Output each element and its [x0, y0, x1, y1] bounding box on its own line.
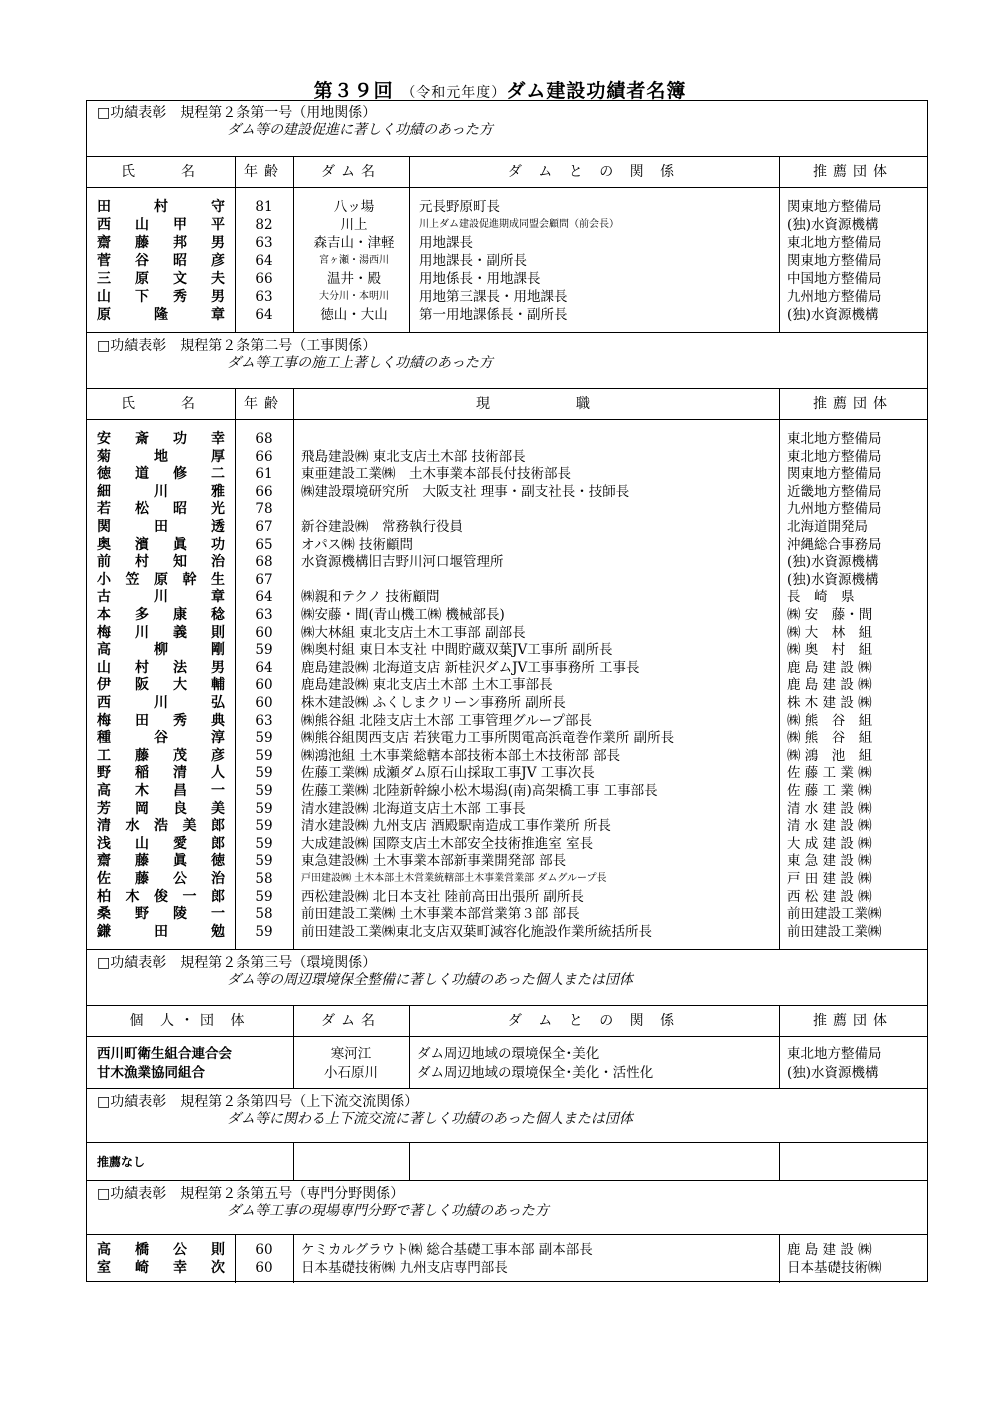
person-name: 奥 濱 眞 功: [97, 536, 225, 553]
current-position: ㈱建設環境研究所 大阪支社 理事・副支社長・技師長: [301, 483, 630, 500]
recommender: ㈱ 大 林 組: [787, 624, 873, 641]
person-name: 古 川 章: [97, 589, 225, 606]
recommender: 長 崎 県: [787, 589, 855, 606]
person-name: 細 川 雅: [97, 483, 225, 500]
person-name: 梅 川 義 則: [97, 624, 225, 641]
age: 59: [255, 853, 273, 870]
relation: 用地第三課長・用地課長: [419, 289, 568, 305]
table-row: [87, 1259, 927, 1277]
age: 59: [255, 835, 273, 852]
column-header: 氏 名: [121, 164, 201, 180]
person-name: 山 村 法 男: [97, 659, 225, 676]
current-position: 戸田建設㈱ 土木本部土木営業統轄部土木事業営業部 ダムグループ長: [301, 873, 607, 884]
table-row: [87, 659, 927, 677]
person-name: 西 山 甲 平: [97, 217, 225, 233]
current-position: 大成建設㈱ 国際支店土木部安全技術推進室 室長: [301, 835, 594, 852]
recommender: 鹿 島 建 設 ㈱: [787, 659, 872, 676]
age: 67: [255, 571, 273, 588]
column-header: 氏 名: [121, 396, 201, 412]
table-row: [87, 712, 927, 730]
table-row: [87, 483, 927, 501]
current-position: 水資源機構旧吉野川河口堰管理所: [301, 554, 504, 571]
age: 60: [255, 695, 273, 711]
current-position: オパス㈱ 技術顧問: [301, 536, 414, 553]
current-position: 株木建設㈱ ふくしまクリーン事務所 副所長: [301, 695, 566, 711]
table-row: [87, 536, 927, 554]
current-position: ㈱親和テクノ 技術顧問: [301, 589, 440, 606]
recommender: 九州地方整備局: [787, 501, 882, 518]
table-row: [87, 198, 927, 216]
dam-name: 徳山・大山: [320, 307, 388, 323]
table-row: [87, 817, 927, 835]
age: 59: [255, 888, 273, 905]
table-row: [87, 606, 927, 624]
age: 59: [255, 747, 273, 764]
roster-frame: [86, 100, 928, 1282]
recommender: 関東地方整備局: [787, 253, 882, 269]
table-row: [87, 870, 927, 888]
table-row: [87, 624, 927, 642]
current-position: [301, 500, 779, 518]
person-name: 佐 藤 公 治: [97, 871, 225, 887]
table-row: [87, 571, 927, 589]
person-name: 高 橋 公 則: [97, 1242, 225, 1258]
person-name: 高 木 昌 一: [97, 783, 225, 799]
table-row: [87, 888, 927, 906]
person-name: 桑 野 陵 一: [97, 906, 225, 923]
section5-header: □功績表彰 規程第２条第五号（専門分野関係） ダム等工事の現場専門分野で著しく功績のあった方: [97, 1186, 549, 1219]
age: 65: [255, 536, 273, 553]
section5-rows: [87, 1241, 927, 1281]
table-row: [87, 500, 927, 518]
recommender: 鹿 島 建 設 ㈱: [787, 677, 872, 694]
table-row: [87, 782, 927, 800]
current-position: ㈱安藤・間(青山機工㈱ 機械部長): [301, 607, 505, 623]
recommender: (独)水資源機構: [787, 571, 879, 588]
column-header: 年齢: [244, 164, 284, 180]
age: 59: [255, 800, 273, 817]
table-row: [87, 1064, 927, 1082]
current-position: [301, 571, 779, 589]
current-position: 東亜建設工業㈱ 土木事業本部長付技術部長: [301, 466, 571, 483]
person-name: 原 隆 章: [97, 307, 225, 323]
age: 81: [255, 199, 273, 215]
recommender: 日本基礎技術㈱: [787, 1260, 882, 1276]
dam-name: 大分川・本明川: [319, 291, 389, 302]
table-row: [87, 694, 927, 712]
person-name: 梅 田 秀 典: [97, 712, 225, 729]
dam-name: 森吉山・津軽: [313, 235, 395, 251]
recommender: 東北地方整備局: [787, 235, 882, 251]
age: 59: [255, 783, 273, 799]
table-row: [87, 764, 927, 782]
section-divider: [87, 1142, 927, 1143]
table-row: [87, 216, 927, 234]
table-row: [87, 729, 927, 747]
recommender: 佐 藤 工 業 ㈱: [787, 783, 872, 799]
person-name: 西 川 弘: [97, 695, 225, 711]
section1-column-header: [87, 156, 927, 188]
dam-name: 宮ヶ瀬・湯西川: [319, 255, 389, 266]
current-position: [301, 430, 779, 448]
column-header: ダ ム と の 関 係: [507, 164, 681, 180]
person-name: 前 村 知 治: [97, 554, 225, 571]
recommender: 中国地方整備局: [787, 271, 882, 287]
person-name: 田 村 守: [97, 199, 225, 215]
recommender: 戸 田 建 設 ㈱: [787, 871, 872, 887]
table-row: [87, 835, 927, 853]
section2-column-header: [87, 388, 927, 420]
age: 63: [255, 607, 273, 623]
age: 64: [255, 253, 273, 269]
age: 66: [255, 448, 273, 465]
section-divider: [87, 1234, 927, 1235]
person-name: 齋 藤 眞 徳: [97, 853, 225, 870]
recommender: (独)水資源機構: [787, 217, 879, 233]
person-name: 鎌 田 勉: [97, 923, 225, 940]
relation: 用地課長・副所長: [419, 253, 527, 269]
current-position: ㈱大林組 東北支店土木工事部 副部長: [301, 624, 526, 641]
current-position: 前田建設工業㈱ 土木事業本部営業第３部 部長: [301, 906, 580, 923]
current-position: ㈱熊谷組 北陸支店土木部 工事管理グループ部長: [301, 712, 593, 729]
table-row: [87, 747, 927, 765]
age: 64: [255, 589, 273, 606]
section2-header: □功績表彰 規程第２条第二号（工事関係） ダム等工事の施工上著しく功績のあった方: [97, 338, 493, 371]
person-name: 菊 地 厚: [97, 448, 225, 465]
current-position: 佐藤工業㈱ 北陸新幹線小松木場潟(南)高架橋工事 工事部長: [301, 783, 658, 799]
age: 60: [255, 624, 273, 641]
recommender: 関東地方整備局: [787, 199, 882, 215]
dam-name: 川上: [340, 217, 368, 233]
age: 58: [255, 906, 273, 923]
section3-rows: [87, 1045, 927, 1085]
current-position: ㈱鴻池組 土木事業総轄本部技術本部土木技術部 部長: [301, 747, 621, 764]
person-name: 工 藤 茂 彦: [97, 747, 225, 764]
recommender: ㈱ 安 藤・間: [787, 607, 873, 623]
age: 63: [255, 235, 273, 251]
person-name: 菅 谷 昭 彦: [97, 253, 225, 269]
relation: 川上ダム建設促進期成同盟会顧問（前会長）: [419, 219, 619, 230]
table-row: [87, 1045, 927, 1063]
age: 67: [255, 519, 273, 535]
age: 64: [255, 307, 273, 323]
table-row: [87, 1241, 927, 1259]
person-name: 伊 阪 大 輔: [97, 677, 225, 694]
column-header: ダム名: [321, 1013, 381, 1029]
column-header: 推薦団体: [813, 1013, 893, 1029]
recommender: 大 成 建 設 ㈱: [787, 835, 872, 852]
current-position: ケミカルグラウト㈱ 総合基礎工事本部 副本部長: [301, 1242, 593, 1258]
person-name: 野 稲 清 人: [97, 765, 225, 782]
person-name: 清 水 浩 美 郎: [97, 818, 225, 835]
age: 59: [255, 818, 273, 835]
recommender: (独)水資源機構: [787, 554, 879, 571]
age: 82: [255, 217, 273, 233]
recommender: 北海道開発局: [787, 519, 868, 535]
age: 59: [255, 730, 273, 747]
current-position: 新谷建設㈱ 常務執行役員: [301, 519, 463, 535]
person-name: 高 柳 剛: [97, 642, 225, 659]
age: 68: [255, 431, 273, 447]
recommender: ㈱ 奥 村 組: [787, 642, 873, 659]
current-position: 清水建設㈱ 九州支店 酒殿駅南造成工事作業所 所長: [301, 818, 611, 835]
table-row: [87, 430, 927, 448]
relation: ダム周辺地域の環境保全･美化: [417, 1046, 600, 1062]
column-header: ダ ム と の 関 係: [507, 1013, 681, 1029]
age: 64: [255, 659, 273, 676]
column-header: 推薦団体: [813, 396, 893, 412]
person-name: 柏 木 俊 一 郎: [97, 888, 225, 905]
recommender: 前田建設工業㈱: [787, 906, 882, 923]
section1-header: □功績表彰 規程第２条第一号（用地関係） ダム等の建設促進に著しく功績のあった方: [97, 105, 493, 138]
age: 60: [255, 1242, 273, 1258]
age: 63: [255, 289, 273, 305]
person-name: 山 下 秀 男: [97, 289, 225, 305]
age: 66: [255, 483, 273, 500]
current-position: 東急建設㈱ 土木事業本部新事業開発部 部長: [301, 853, 567, 870]
section3-column-header: [87, 1005, 927, 1037]
recommender: 東 急 建 設 ㈱: [787, 853, 872, 870]
person-name: 浅 山 愛 郎: [97, 835, 225, 852]
group-name: 甘木漁業協同組合: [97, 1065, 205, 1081]
recommender: 東北地方整備局: [787, 448, 882, 465]
recommender: 清 水 建 設 ㈱: [787, 818, 872, 835]
table-row: [87, 465, 927, 483]
current-position: 清水建設㈱ 北海道支店土木部 工事長: [301, 800, 526, 817]
section2-rows: [87, 430, 927, 940]
table-row: [87, 518, 927, 536]
dam-name: 八ッ場: [333, 199, 375, 215]
column-header: ダム名: [321, 164, 381, 180]
dam-name: 小石原川: [324, 1065, 378, 1081]
recommender: 前田建設工業㈱: [787, 923, 882, 940]
person-name: 安 斎 功 幸: [97, 431, 225, 447]
age: 61: [255, 466, 273, 483]
recommender: ㈱ 熊 谷 組: [787, 730, 873, 747]
recommender: 沖縄総合事務局: [787, 536, 882, 553]
section-divider: [87, 1180, 927, 1181]
age: 68: [255, 554, 273, 571]
relation: 元長野原町長: [419, 199, 500, 215]
table-row: [87, 252, 927, 270]
table-row: [87, 306, 927, 324]
section-divider: [87, 1088, 927, 1089]
recommender: (独)水資源機構: [787, 307, 879, 323]
person-name: 芳 岡 良 美: [97, 800, 225, 817]
recommender: ㈱ 鴻 池 組: [787, 747, 873, 764]
recommender: ㈱ 熊 谷 組: [787, 712, 873, 729]
recommender: 佐 藤 工 業 ㈱: [787, 765, 872, 782]
page-title: 第３９回 （令和元年度）ダム建設功績者名簿: [313, 80, 687, 102]
person-name: 関 田 透: [97, 519, 225, 535]
current-position: 鹿島建設㈱ 北海道支店 新桂沢ダムJV工事事務所 工事長: [301, 659, 640, 676]
section3-header: □功績表彰 規程第２条第三号（環境関係） ダム等の周辺環境保全整備に著しく功績のあった個人または団体: [97, 955, 633, 988]
dam-name: 寒河江: [330, 1046, 372, 1062]
person-name: 種 谷 淳: [97, 730, 225, 747]
current-position: 西松建設㈱ 北日本支社 陸前高田出張所 副所長: [301, 888, 584, 905]
table-row: [87, 641, 927, 659]
table-row: [87, 852, 927, 870]
person-name: 齋 藤 邦 男: [97, 235, 225, 251]
age: 60: [255, 1260, 273, 1276]
table-row: [87, 923, 927, 941]
table-row: [87, 553, 927, 571]
recommender: 九州地方整備局: [787, 289, 882, 305]
section1-rows: [87, 198, 927, 326]
person-name: 徳 道 修 二: [97, 466, 225, 483]
recommender: 近畿地方整備局: [787, 483, 882, 500]
table-row: [87, 800, 927, 818]
table-row: [87, 588, 927, 606]
current-position: ㈱奥村組 東日本支社 中間貯蔵双葉JV工事所 副所長: [301, 642, 613, 659]
recommender: 東北地方整備局: [787, 1046, 882, 1062]
dam-name: 温井・殿: [327, 271, 381, 287]
table-row: [87, 288, 927, 306]
recommender: 西 松 建 設 ㈱: [787, 888, 872, 905]
age: 59: [255, 765, 273, 782]
relation: 用地係長・用地課長: [419, 271, 541, 287]
table-row: [87, 270, 927, 288]
age: 58: [255, 871, 273, 887]
relation: 第一用地課係長・副所長: [419, 307, 568, 323]
person-name: 小 笠 原 幹 生: [97, 571, 225, 588]
table-row: [87, 905, 927, 923]
column-header: 年齢: [244, 396, 284, 412]
column-header: 推薦団体: [813, 164, 893, 180]
table-row: [87, 676, 927, 694]
table-row: [87, 448, 927, 466]
recommender: 関東地方整備局: [787, 466, 882, 483]
table-row: [87, 234, 927, 252]
age: 63: [255, 712, 273, 729]
current-position: 前田建設工業㈱東北支店双葉町減容化施設作業所統括所長: [301, 923, 652, 940]
no-recommendation: 推薦なし: [97, 1155, 146, 1169]
current-position: 飛島建設㈱ 東北支店土木部 技術部長: [301, 448, 526, 465]
person-name: 本 多 康 稔: [97, 607, 225, 623]
current-position: 日本基礎技術㈱ 九州支店専門部長: [301, 1260, 508, 1276]
current-position: 佐藤工業㈱ 成瀬ダム原石山採取工事JV 工事次長: [301, 765, 595, 782]
recommender: 東北地方整備局: [787, 431, 882, 447]
age: 78: [255, 501, 273, 518]
section4-header: □功績表彰 規程第２条第四号（上下流交流関係） ダム等に関わる上下流交流に著しく功績のあった個人または団体: [97, 1094, 633, 1127]
group-name: 西川町衛生組合連合会: [97, 1046, 232, 1062]
recommender: 株 木 建 設 ㈱: [787, 695, 872, 711]
person-name: 三 原 文 夫: [97, 271, 225, 287]
recommender: 清 水 建 設 ㈱: [787, 800, 872, 817]
column-header: 現 職: [476, 396, 596, 412]
relation: 用地課長: [419, 235, 473, 251]
person-name: 室 崎 幸 次: [97, 1260, 225, 1276]
relation: ダム周辺地域の環境保全･美化・活性化: [417, 1065, 654, 1081]
recommender: (独)水資源機構: [787, 1065, 879, 1081]
recommender: 鹿 島 建 設 ㈱: [787, 1242, 872, 1258]
column-header: 個 人・団 体: [129, 1013, 251, 1029]
age: 59: [255, 923, 273, 940]
section-divider: [87, 332, 927, 333]
current-position: ㈱熊谷組関西支店 若狭電力工事所関電高浜竜巻作業所 副所長: [301, 730, 675, 747]
person-name: 若 松 昭 光: [97, 501, 225, 518]
age: 59: [255, 642, 273, 659]
age: 66: [255, 271, 273, 287]
age: 60: [255, 677, 273, 694]
current-position: 鹿島建設㈱ 東北支店土木部 土木工事部長: [301, 677, 553, 694]
section-divider: [87, 949, 927, 950]
